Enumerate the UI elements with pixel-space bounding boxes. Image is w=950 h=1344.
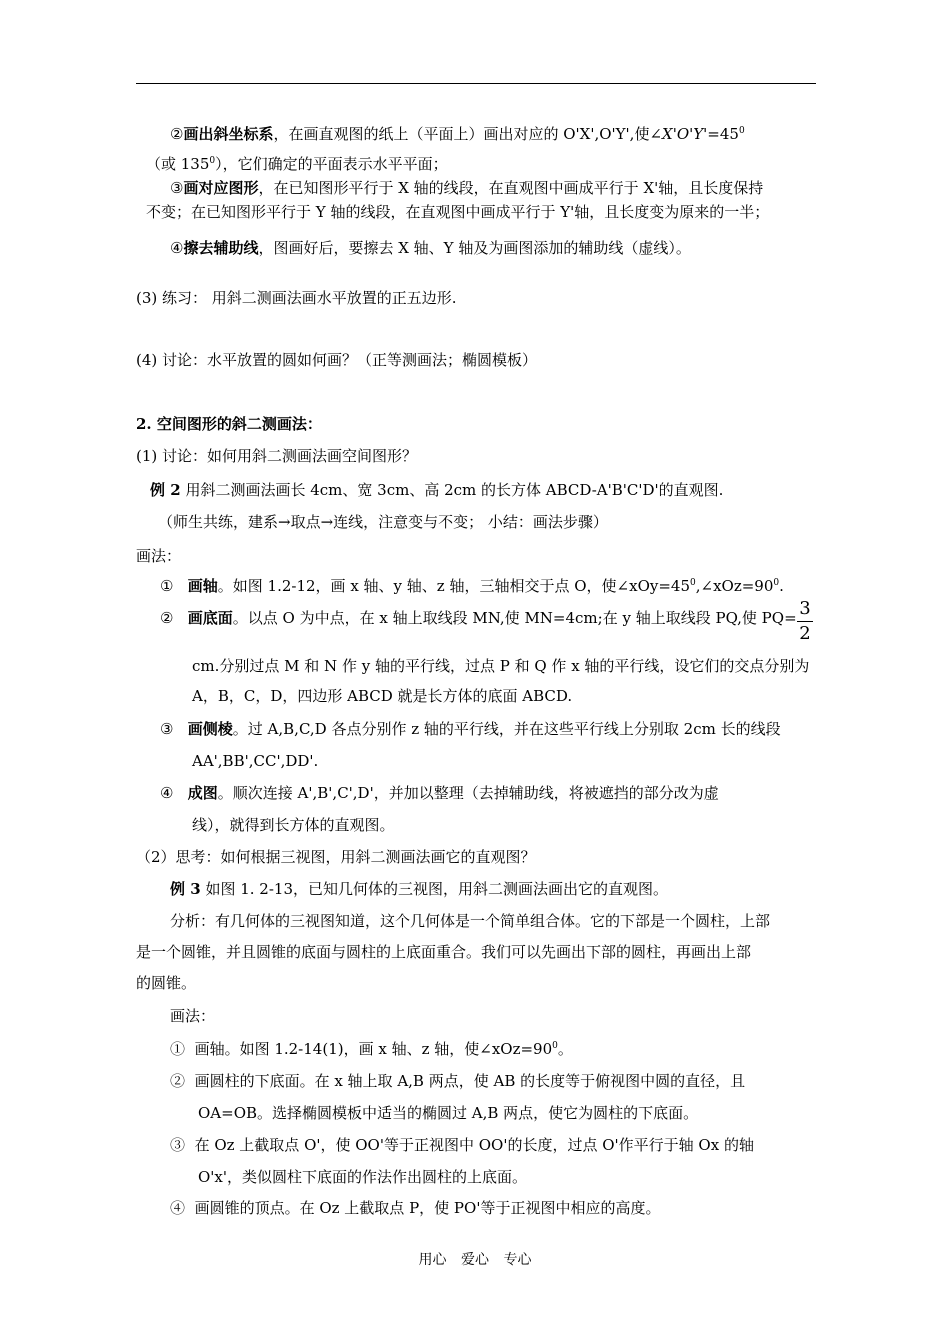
discussion-question: (1) 讨论：如何用斜二测画法画空间图形？ [136,447,418,465]
ex2-step-2-continued: cm.分别过点 M 和 N 作 y 轴的平行线，过点 P 和 Q 作 x 轴的平行线，设它们的交点分别为 [192,657,810,675]
step-title: 画轴 [187,577,218,595]
analysis-line: 的圆锥。 [136,974,197,992]
circled-3: ③ [170,179,184,197]
ex2-step-4-continued: 线），就得到长方体的直观图。 [192,816,395,834]
ex2-step-2 [160,608,797,628]
step-text: 画圆锥的顶点。在 Oz 上截取点 P，使 PO'等于正视图中相应的高度。 [194,1199,661,1217]
fraction-numerator: 3 [799,598,811,619]
example-3 [170,879,668,899]
ex3-step-3 [170,1135,754,1155]
circled-1: ① [170,1040,186,1058]
ex3-step-3-continued: O'x'，类似圆柱下底面的作法作出圆柱的上底面。 [198,1168,528,1186]
circled-2: ② [170,125,184,143]
text: （或 135 [146,155,210,173]
period: . [779,577,784,595]
step-3-continued: 不变；在已知图形平行于 Y 轴的线段，在直观图中画成平行于 Y'轴，且长度变为原来的一半； [146,203,770,221]
step-text: 。以点 O 为中点，在 x 轴上取线段 MN,使 MN=4cm;在 y 轴上取线段 PQ,使 PQ= [232,609,797,627]
header-rule [136,83,816,84]
circled-1: ① [160,577,174,595]
step-title: 擦去辅助线 [183,239,259,257]
step-text: 画轴。如图 1.2-14(1)，画 x 轴、z 轴，使∠xOz=90 [194,1040,553,1058]
example-label: 例 2 [150,481,181,499]
step-text: ，图画好后，要擦去 X 轴、Y 轴及为画图添加的辅助线（虚线）。 [258,239,691,257]
step-text: 。如图 1.2-12，画 x 轴、y 轴、z 轴，三轴相交于点 O，使∠xOy=45 [217,577,690,595]
step-text: ,∠xOz=90 [695,577,774,595]
step-text: 。顺次连接 A',B',C',D'，并加以整理（去掉辅助线，将被遮挡的部分改为虚 [217,784,719,802]
ex3-step-2 [170,1071,745,1091]
step-title: 画侧棱 [187,720,233,738]
circled-3: ③ [160,720,174,738]
angle-value: =45 [707,125,739,143]
step-title: 画底面 [187,609,233,627]
circled-3: ③ [170,1136,186,1154]
ex2-step-2-continued: A，B，C，D，四边形 ABCD 就是长方体的底面 ABCD. [192,687,573,705]
ex3-step-4 [170,1198,660,1218]
ex3-step-1 [170,1039,573,1059]
fraction-bar [797,621,813,622]
section-heading: 2. 空间图形的斜二测画法： [136,415,322,433]
example-2 [150,480,723,500]
degree-superscript: 0 [552,1041,558,1051]
exercise-line: (3) 练习： 用斜二测画法画水平放置的正五边形. [136,289,457,307]
degree-superscript: 0 [773,578,780,588]
circled-2: ② [170,1072,186,1090]
discussion-line: (4) 讨论：水平放置的圆如何画？（正等测画法；椭圆模板） [136,351,538,369]
circled-2: ② [160,609,174,627]
step-title: 画对应图形 [183,179,259,197]
thinking-question: （2）思考：如何根据三视图，用斜二测画法画它的直观图？ [136,848,536,866]
step-text: ，在画直观图的纸上（平面上）画出对应的 O'X',O'Y',使 [273,125,650,143]
circled-4: ④ [170,239,184,257]
step-3-draw-figure [170,178,763,198]
step-text: 在 Oz 上截取点 O'，使 OO'等于正视图中 OO'的长度，过点 O'作平行于轴 Ox 的轴 [194,1136,754,1154]
example-text: 用斜二测画法画长 4cm、宽 3cm、高 2cm 的长方体 ABCD-A'B'C'D'的直观图. [180,481,724,499]
degree-superscript: 0 [209,156,216,166]
degree-superscript: 0 [738,126,745,136]
fraction-three-halves [797,598,813,645]
analysis-line: 是一个圆锥，并且圆锥的底面与圆柱的上底面重合。我们可以先画出下部的圆柱，再画出上部 [136,943,752,961]
step-text: 画圆柱的下底面。在 x 轴上取 A,B 两点，使 AB 的长度等于俯视图中圆的直径，且 [194,1072,746,1090]
ex2-step-3-continued: AA',BB',CC',DD'. [192,752,319,770]
analysis-line: 分析：有几何体的三视图知道，这个几何体是一个简单组合体。它的下部是一个圆柱，上部 [170,912,771,930]
angle-formula: ∠X'O'Y' [649,125,708,143]
ex2-step-4 [160,783,719,803]
practice-note: （师生共练，建系→取点→连线，注意变与不变； 小结：画法步骤） [158,513,608,531]
step-text: ，在已知图形平行于 X 轴的线段，在直观图中画成平行于 X'轴，且长度保持 [258,179,764,197]
method-label: 画法： [170,1007,216,1025]
step-2-oblique-axes [170,124,745,144]
ex2-step-1 [160,576,784,596]
degree-superscript: 0 [690,578,696,588]
step-title: 成图 [187,784,218,802]
period: 。 [557,1040,573,1058]
example-label: 例 3 [170,880,201,898]
page-footer: 用心 爱心 专心 [418,1252,532,1268]
step-title: 画出斜坐标系 [183,125,274,143]
method-label: 画法： [136,547,182,565]
step-text: 。过 A,B,C,D 各点分别作 z 轴的平行线，并在这些平行线上分别取 2cm 长的线段 [232,720,781,738]
circled-4: ④ [170,1199,186,1217]
ex2-step-3 [160,719,781,739]
example-text: 如图 1. 2-13，已知几何体的三视图，用斜二测画法画出它的直观图。 [200,880,668,898]
fraction-denominator: 2 [799,623,811,644]
step-4-erase-lines [170,238,691,258]
text: ），它们确定的平面表示水平平面； [215,155,448,173]
step-2-continued [146,154,448,174]
circled-4: ④ [160,784,174,802]
ex3-step-2-continued: OA=OB。选择椭圆模板中适当的椭圆过 A,B 两点，使它为圆柱的下底面。 [198,1104,699,1122]
